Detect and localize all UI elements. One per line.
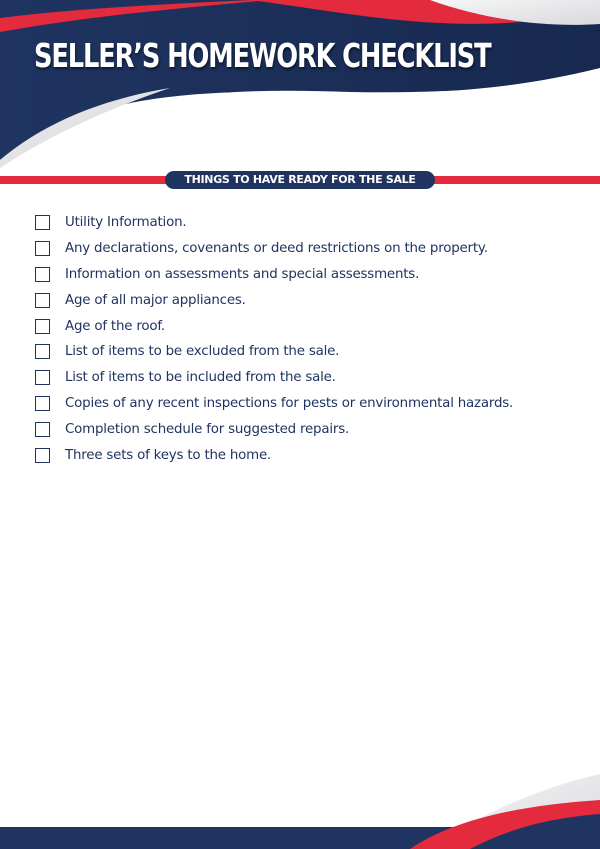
checklist-item[interactable] [35, 262, 513, 288]
checklist-item[interactable] [35, 210, 513, 236]
checkbox[interactable] [35, 215, 50, 230]
checklist-item-label: Copies of any recent inspections for pests or environmental hazards. [65, 395, 514, 411]
checklist-item-label: Three sets of keys to the home. [65, 447, 272, 463]
checklist-item-label: Utility Information. [65, 215, 187, 231]
checklist-item[interactable] [35, 236, 513, 262]
checklist-item[interactable] [35, 287, 513, 313]
checklist-item[interactable] [35, 339, 513, 365]
section-heading: THINGS TO HAVE READY FOR THE SALE [165, 171, 435, 189]
checkbox[interactable] [35, 422, 50, 437]
checklist-item-label: Completion schedule for suggested repairs. [65, 421, 350, 437]
checkbox[interactable] [35, 344, 50, 359]
footer-wave-group [0, 774, 600, 849]
checkbox[interactable] [35, 448, 50, 463]
checklist-item[interactable] [35, 416, 513, 442]
checklist-item-label: List of items to be excluded from the sale. [65, 344, 340, 360]
checkbox[interactable] [35, 241, 50, 256]
checkbox[interactable] [35, 293, 50, 308]
checkbox[interactable] [35, 319, 50, 334]
checklist-item[interactable] [35, 442, 513, 468]
checklist-item[interactable] [35, 391, 513, 417]
checklist-item-label: Information on assessments and special assessments. [65, 266, 420, 282]
checklist-item[interactable] [35, 313, 513, 339]
page-title: SELLER’S HOMEWORK CHECKLIST [34, 36, 491, 75]
checklist-item-label: List of items to be included from the sale. [65, 370, 336, 386]
checkbox[interactable] [35, 370, 50, 385]
checklist-item-label: Age of the roof. [65, 318, 165, 334]
checklist-item-label: Age of all major appliances. [65, 292, 246, 308]
checklist [35, 210, 513, 468]
checklist-item[interactable] [35, 365, 513, 391]
header-navy-wave [0, 0, 600, 160]
checklist-item-label: Any declarations, covenants or deed restrictions on the property. [65, 241, 488, 257]
header-wave-group [0, 0, 600, 170]
checkbox[interactable] [35, 396, 50, 411]
checkbox[interactable] [35, 267, 50, 282]
